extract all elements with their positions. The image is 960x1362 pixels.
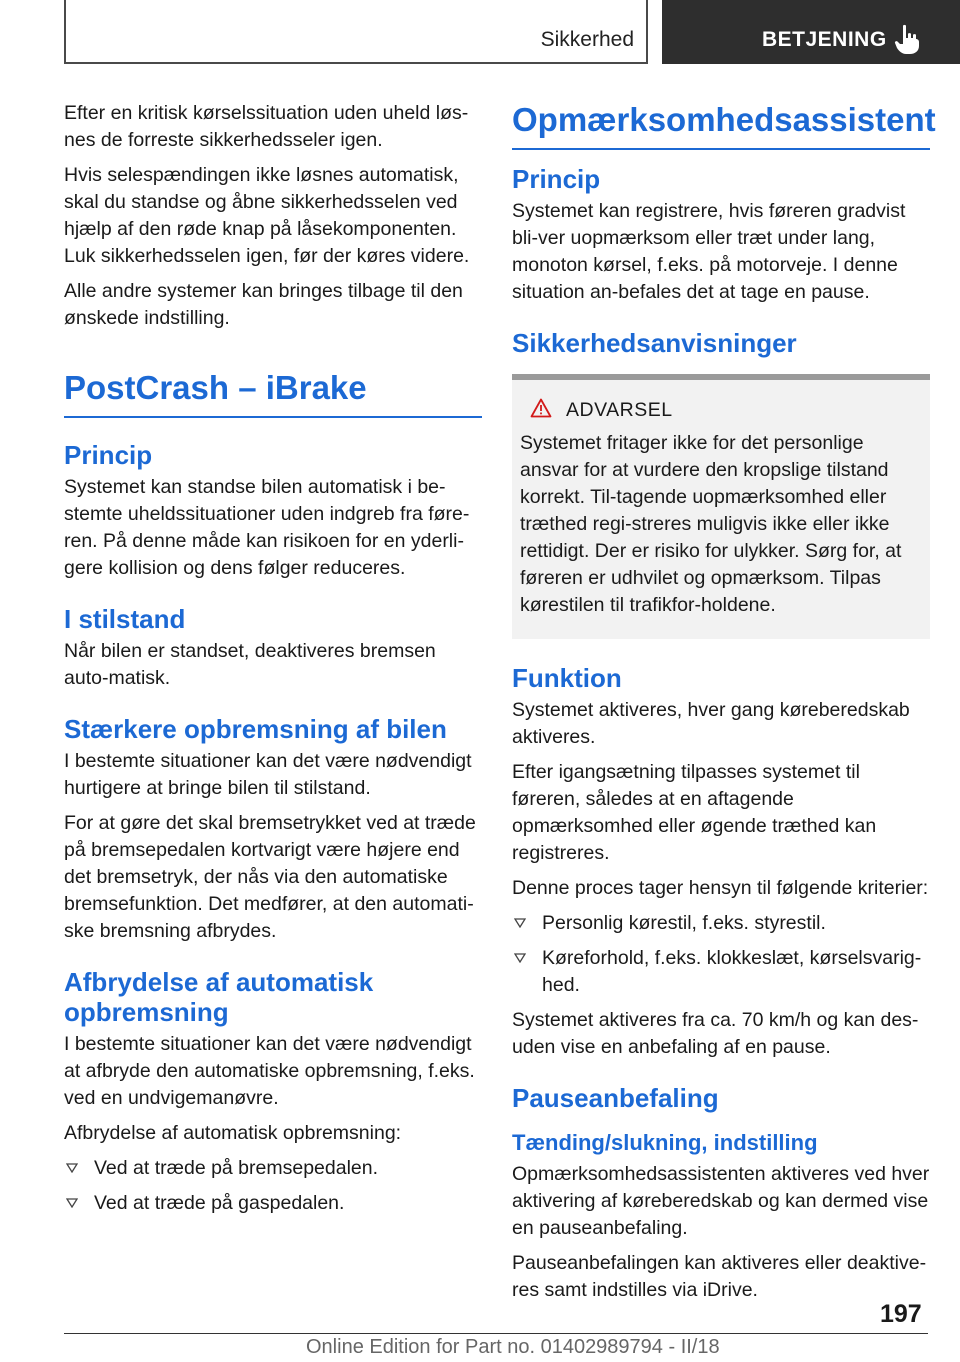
funktion-list: [512, 910, 930, 999]
warning-text: Systemet fritager ikke for det personlige ansvar for at vurdere den kropslige tilstand korrekt. Til-tagende uopmærksomhed eller træthed regi-streres muligvis ikke eller ikke rettidigt. Der er risiko for ulykker. Sørg for, at føreren er udhvilet og opmærksom. Tilpas kørestilen til trafikfor-holdene.: [520, 432, 902, 616]
triangle-bullet-icon: [514, 918, 526, 928]
warning-title: ADVARSEL: [566, 399, 673, 421]
list-item: [64, 1190, 482, 1217]
princip-heading-left: Princip: [64, 440, 153, 470]
princip-text-right: Systemet kan registrere, hvis føreren gradvist bli-ver uopmærksom eller træt under lang, monoton kørsel, f.eks. på motorveje. I denne situation an-befales det at tage en pause.: [512, 200, 906, 303]
afbrydelse-heading: Afbrydelse af automatisk opbremsning: [64, 967, 374, 1027]
intro-paragraph-2: Hvis selespændingen ikke løsnes automatisk, skal du standse og åbne sikkerhedsselen ved hjælp af den røde knap på låsekomponenten. Luk sikkerhedsselen igen, før der køres videre.: [64, 164, 470, 267]
intro-paragraph-1: Efter en kritisk kørselssituation uden uheld løs-nes de forreste sikkerhedsseler igen.: [64, 102, 469, 151]
pause-heading: Pauseanbefaling: [512, 1083, 719, 1113]
footer-edition: Online Edition for Part no. 01402989794 - II/18: [306, 1336, 720, 1358]
header-section-box: [64, 0, 648, 64]
staerkere-heading: Stærkere opbremsning af bilen: [64, 714, 447, 744]
opmaerksomhed-heading: Opmærksomhedsassistent: [512, 100, 930, 150]
funktion-paragraph-4: Systemet aktiveres fra ca. 70 km/h og kan des-uden vise en anbefaling af en pause.: [512, 1009, 919, 1058]
warning-triangle-icon: [530, 398, 552, 418]
triangle-bullet-icon: [514, 953, 526, 963]
page-number: 197: [880, 1300, 922, 1328]
princip-text-left: Systemet kan standse bilen automatisk i be-stemte uheldssituationer uden indgreb fra føre-ren. På denne måde kan risikoen for en yderli-gere kollision og dens følger reduceres.: [64, 476, 470, 579]
list-item: [512, 910, 930, 937]
funktion-heading: Funktion: [512, 663, 622, 693]
taending-paragraph-2: Pauseanbefalingen kan aktiveres eller deaktive-res samt indstilles via iDrive.: [512, 1252, 927, 1301]
taending-heading: Tænding/slukning, indstilling: [512, 1130, 818, 1155]
afbrydelse-paragraph-2: Afbrydelse af automatisk opbremsning:: [64, 1122, 402, 1144]
list-item: [64, 1155, 482, 1182]
funktion-paragraph-3: Denne proces tager hensyn til følgende kriterier:: [512, 877, 929, 899]
right-column: [512, 100, 936, 1312]
afbrydelse-paragraph-1: I bestemte situationer kan det være nødvendigt at afbryde den automatiske opbremsning, f.eks. ved en undvigemanøvre.: [64, 1033, 475, 1109]
header-section-title: Sikkerhed: [540, 28, 634, 51]
stilstand-heading: I stilstand: [64, 604, 186, 634]
staerkere-paragraph-2: For at gøre det skal bremsetrykket ved at træde på bremsepedalen kortvarigt være højere end det bremsetryk, der nås via den automatiske bremsefunktion. Det medfører, at den automati-ske bremsning afbrydes.: [64, 812, 476, 942]
list-item-text: Ved at træde på bremsepedalen.: [94, 1157, 379, 1179]
funktion-paragraph-2: Efter igangsætning tilpasses systemet til føreren, således at en aftagende opmærksomhed eller øgende træthed kan registreres.: [512, 761, 877, 864]
afbrydelse-list: [64, 1155, 482, 1217]
intro-paragraph-3: Alle andre systemer kan bringes tilbage til den ønskede indstilling.: [64, 280, 463, 329]
staerkere-paragraph-1: I bestemte situationer kan det være nødvendigt hurtigere at bringe bilen til stilstand.: [64, 750, 472, 799]
list-item-text: Ved at træde på gaspedalen.: [94, 1192, 345, 1214]
triangle-bullet-icon: [66, 1198, 78, 1208]
footer-divider: [64, 1333, 928, 1334]
pointing-hand-icon: [894, 24, 920, 54]
left-column: [64, 100, 482, 1225]
list-item: [512, 945, 930, 999]
warning-box: [512, 374, 930, 639]
funktion-paragraph-1: Systemet aktiveres, hver gang køreberedskab aktiveres.: [512, 699, 910, 748]
stilstand-text: Når bilen er standset, deaktiveres bremsen auto-matisk.: [64, 640, 436, 689]
list-item-text: Personlig kørestil, f.eks. styrestil.: [542, 912, 826, 934]
triangle-bullet-icon: [66, 1163, 78, 1173]
postcrash-heading: PostCrash – iBrake: [64, 368, 482, 418]
header-chapter-tab: [662, 0, 960, 64]
taending-paragraph-1: Opmærksomhedsassistenten aktiveres ved hver aktivering af køreberedskab og kan dermed vise en pauseanbefaling.: [512, 1163, 930, 1239]
header-chapter-title: BETJENING: [762, 28, 887, 51]
warning-header: [520, 398, 922, 430]
sikkerhed-heading: Sikkerhedsanvisninger: [512, 328, 797, 358]
princip-heading-right: Princip: [512, 164, 601, 194]
list-item-text: Køreforhold, f.eks. klokkeslæt, kørselsvarig-hed.: [542, 947, 922, 996]
